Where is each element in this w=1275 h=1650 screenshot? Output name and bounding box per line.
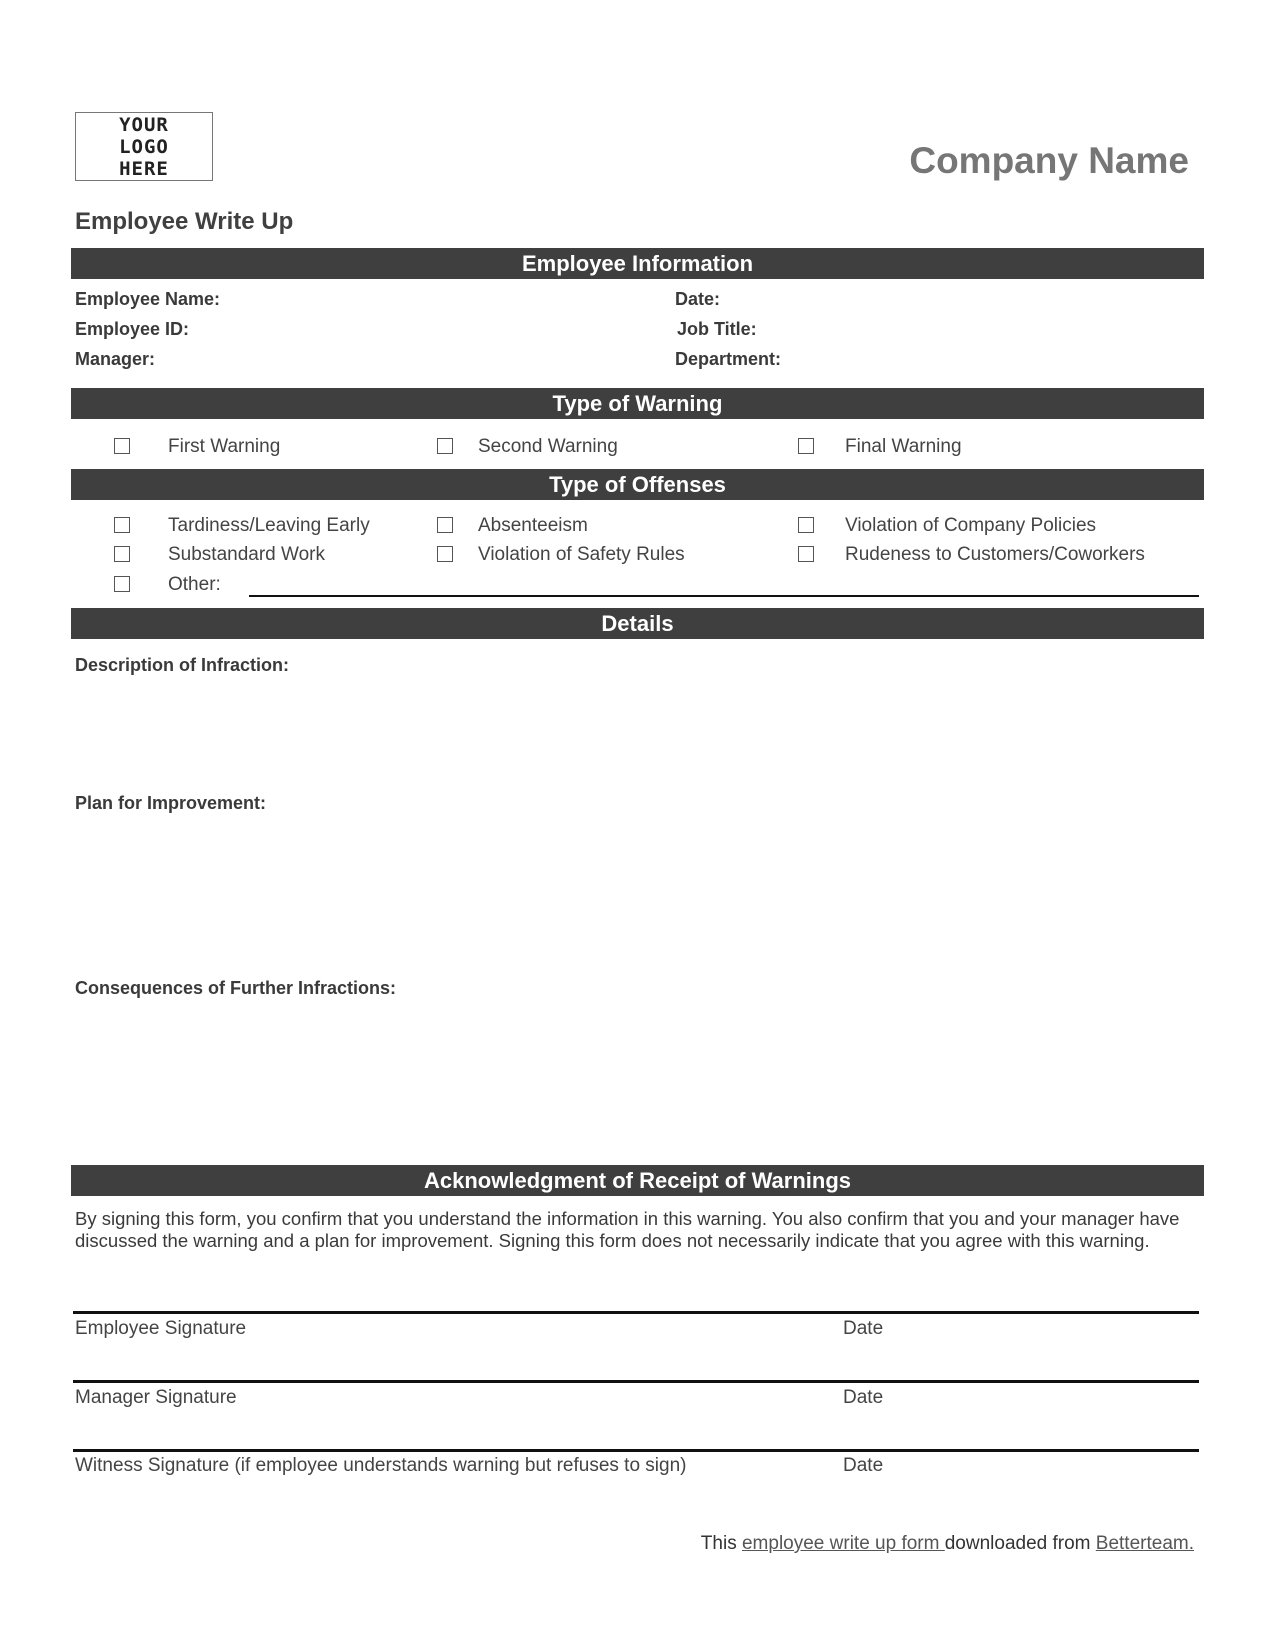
second-warning-label: Second Warning (478, 436, 618, 457)
footer-middle: downloaded from (944, 1533, 1096, 1554)
final-warning-checkbox[interactable] (798, 438, 814, 454)
manager-signature-label: Manager Signature (75, 1387, 237, 1408)
rudeness-label: Rudeness to Customers/Coworkers (845, 544, 1145, 565)
company-policies-label: Violation of Company Policies (845, 515, 1097, 536)
employee-signature-label: Employee Signature (75, 1318, 247, 1339)
date-label: Date: (675, 289, 721, 309)
section-details: Details (71, 608, 1204, 639)
employee-id-label: Employee ID: (75, 319, 190, 339)
safety-rules-checkbox[interactable] (437, 546, 453, 562)
footer-note (701, 1533, 1194, 1555)
other-label: Other: (168, 574, 221, 595)
employee-name-label: Employee Name: (75, 289, 221, 309)
footer-prefix: This (700, 1533, 742, 1554)
other-checkbox[interactable] (114, 576, 130, 592)
tardiness-checkbox[interactable] (114, 517, 130, 533)
section-employee-information: Employee Information (71, 248, 1204, 279)
substandard-work-checkbox[interactable] (114, 546, 130, 562)
betterteam-link[interactable]: Betterteam. (1095, 1533, 1194, 1554)
company-policies-checkbox[interactable] (798, 517, 814, 533)
company-name: Company Name (909, 140, 1189, 181)
section-type-of-offenses: Type of Offenses (71, 469, 1204, 500)
section-acknowledgment: Acknowledgment of Receipt of Warnings (71, 1165, 1204, 1196)
safety-rules-label: Violation of Safety Rules (478, 544, 685, 565)
manager-date-label: Date (843, 1387, 884, 1408)
absenteeism-label: Absenteeism (478, 515, 588, 536)
acknowledgment-text: By signing this form, you confirm that you understand the information in this warning. You also confirm that you and your manager have discussed the warning and a plan for improvement. Signing this form does not necessarily indicate that you agree with this warning. (75, 1208, 1180, 1251)
witness-signature-label: Witness Signature (if employee understands warning but refuses to sign) (75, 1455, 687, 1476)
write-up-form-link[interactable]: employee write up form (741, 1533, 945, 1554)
logo-text: YOUR LOGO HERE (119, 113, 169, 180)
consequences-label: Consequences of Further Infractions: (75, 978, 397, 998)
manager-signature-line[interactable] (73, 1380, 1199, 1383)
other-input-line[interactable] (249, 595, 1199, 597)
job-title-label: Job Title: (677, 319, 757, 339)
section-type-of-warning: Type of Warning (71, 388, 1204, 419)
employee-signature-line[interactable] (73, 1311, 1199, 1314)
manager-label: Manager: (75, 349, 156, 369)
first-warning-label: First Warning (168, 436, 281, 457)
final-warning-label: Final Warning (845, 436, 962, 457)
first-warning-checkbox[interactable] (114, 438, 130, 454)
document-title: Employee Write Up (75, 208, 294, 235)
substandard-work-label: Substandard Work (168, 544, 326, 565)
witness-date-label: Date (843, 1455, 884, 1476)
tardiness-label: Tardiness/Leaving Early (168, 515, 370, 536)
absenteeism-checkbox[interactable] (437, 517, 453, 533)
logo-placeholder (75, 112, 213, 181)
employee-date-label: Date (843, 1318, 884, 1339)
department-label: Department: (675, 349, 782, 369)
description-label: Description of Infraction: (75, 655, 290, 675)
witness-signature-line[interactable] (73, 1449, 1199, 1452)
second-warning-checkbox[interactable] (437, 438, 453, 454)
rudeness-checkbox[interactable] (798, 546, 814, 562)
plan-label: Plan for Improvement: (75, 793, 267, 813)
